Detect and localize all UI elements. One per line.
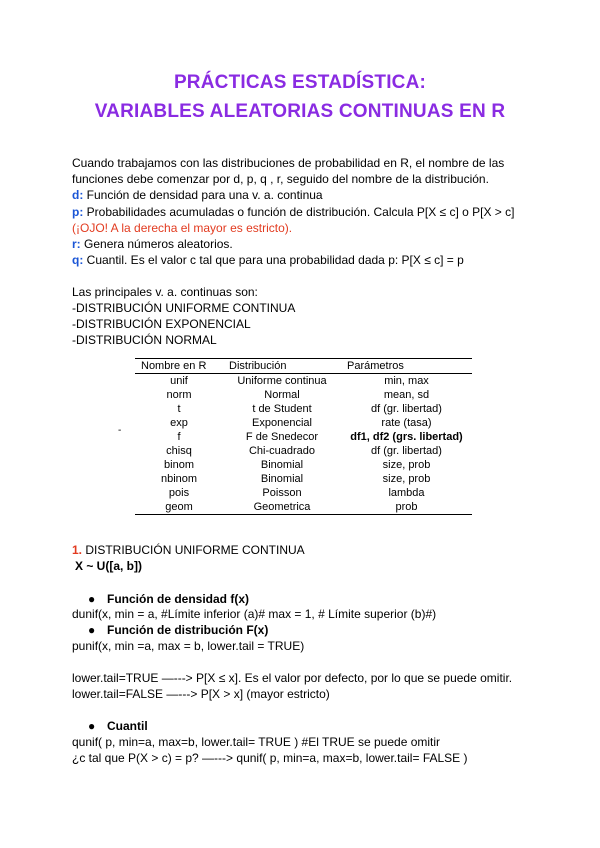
table-cell: t: [177, 403, 181, 415]
def-p-label: p:: [72, 205, 84, 219]
def-q-text: Cuantil. Es el valor c tal que para una probabilidad dada p: P[X ≤ c] = p: [83, 253, 464, 267]
section1-heading: [72, 543, 305, 558]
lower-tail-true-note: lower.tail=TRUE —---> P[X ≤ x]. Es el valor por defecto, por lo que se puede omitir.: [72, 671, 513, 685]
table-cell: df (gr. libertad): [371, 403, 442, 415]
def-q-label: q:: [72, 253, 84, 267]
principal-item-normal: -DISTRIBUCIÓN NORMAL: [72, 333, 217, 347]
table-cell: nbinom: [160, 473, 198, 485]
def-p-text: Probabilidades acumuladas o función de distribución. Calcula P[X ≤ c] o P[X > c]: [83, 205, 515, 219]
table-cell: lambda: [388, 487, 425, 499]
section1-number: 1.: [72, 543, 83, 557]
table-row: [135, 430, 472, 444]
bullet-icon: ●: [88, 623, 96, 637]
density-code: dunif(x, min = a, #Límite inferior (a)# max = 1, # Límite superior (b)#): [72, 607, 437, 621]
def-q: [72, 253, 464, 268]
table-cell: norm: [166, 389, 192, 401]
table-row: [135, 500, 472, 515]
page-title-line1: PRÁCTICAS ESTADÍSTICA:: [173, 72, 427, 93]
distributions-table: [135, 358, 472, 515]
def-d-text: Función de densidad para una v. a. continua: [83, 188, 323, 202]
table-cell: min, max: [384, 375, 429, 387]
intro-line2: funciones debe comenzar por d, p, q , r, seguido del nombre de la distribución.: [72, 172, 489, 186]
table-cell: df (gr. libertad): [371, 445, 442, 457]
density-heading: Función de densidad f(x): [107, 592, 250, 606]
page-title-line2: VARIABLES ALEATORIAS CONTINUAS EN R: [94, 101, 506, 122]
table-row: [135, 388, 472, 402]
table-header-name: Nombre en R: [135, 359, 223, 374]
quantile-heading: Cuantil: [107, 719, 148, 733]
table-header-distribution: Distribución: [223, 359, 341, 374]
table-cell: mean, sd: [383, 389, 430, 401]
table-cell: f: [177, 431, 181, 443]
table-cell: Binomial: [260, 473, 304, 485]
intro-line1: Cuando trabajamos con las distribuciones de probabilidad en R, el nombre de las: [72, 156, 505, 170]
def-r: [72, 237, 233, 252]
table-cell: binom: [164, 459, 194, 471]
table-cell: pois: [168, 487, 190, 499]
section1-title: DISTRIBUCIÓN UNIFORME CONTINUA: [82, 543, 305, 557]
table-cell: geom: [135, 500, 223, 515]
table-row: [135, 402, 472, 416]
table-header-parameters: Parámetros: [341, 359, 472, 374]
def-p: [72, 205, 514, 220]
table-row: [135, 486, 472, 500]
table-row: [135, 458, 472, 472]
table-cell: Poisson: [262, 487, 302, 499]
quantile-code: qunif( p, min=a, max=b, lower.tail= TRUE ) #El TRUE se puede omitir: [72, 735, 441, 749]
bullet-icon: ●: [88, 592, 96, 606]
table-cell: F de Snedecor: [245, 431, 319, 443]
table-cell: df1, df2 (grs. libertad): [350, 431, 463, 443]
bullet-icon: ●: [88, 719, 96, 733]
distribution-code: punif(x, min =a, max = b, lower.tail = TRUE): [72, 639, 305, 653]
table-cell: Normal: [264, 389, 300, 401]
def-d-label: d:: [72, 188, 84, 202]
def-p-note: (¡OJO! A la derecha el mayor es estricto).: [72, 221, 293, 235]
distribution-heading: Función de distribución F(x): [107, 623, 269, 637]
table-row: [135, 416, 472, 430]
def-d: [72, 188, 323, 203]
table-cell: size, prob: [382, 473, 431, 485]
table-cell: chisq: [166, 445, 192, 457]
table-row: [135, 472, 472, 486]
table-header-row: [135, 359, 472, 374]
table-cell: prob: [341, 500, 472, 515]
table-cell: unif: [170, 375, 188, 387]
table-cell: Chi-cuadrado: [248, 445, 316, 457]
table-side-mark: -: [118, 425, 122, 436]
table-cell: t de Student: [252, 403, 312, 415]
table-row: [135, 374, 472, 389]
lower-tail-false-note: lower.tail=FALSE —---> P[X > x] (mayor estricto): [72, 687, 330, 701]
principal-item-exponential: -DISTRIBUCIÓN EXPONENCIAL: [72, 317, 251, 331]
table-cell: Uniforme continua: [237, 375, 327, 387]
principal-heading: Las principales v. a. continuas son:: [72, 285, 258, 299]
def-r-text: Genera números aleatorios.: [80, 237, 233, 251]
def-r-label: r:: [72, 237, 81, 251]
quantile-question: ¿c tal que P(X > c) = p? —---> qunif( p, min=a, max=b, lower.tail= FALSE ): [72, 751, 468, 765]
table-cell: exp: [170, 417, 188, 429]
table-cell: Binomial: [260, 459, 304, 471]
section1-notation: X ~ U([a, b]): [75, 559, 143, 573]
table-cell: size, prob: [382, 459, 431, 471]
table-row: [135, 444, 472, 458]
principal-item-uniform: -DISTRIBUCIÓN UNIFORME CONTINUA: [72, 301, 296, 315]
table-cell: Geometrica: [223, 500, 341, 515]
table-cell: Exponencial: [252, 417, 312, 429]
table-cell: rate (tasa): [381, 417, 432, 429]
